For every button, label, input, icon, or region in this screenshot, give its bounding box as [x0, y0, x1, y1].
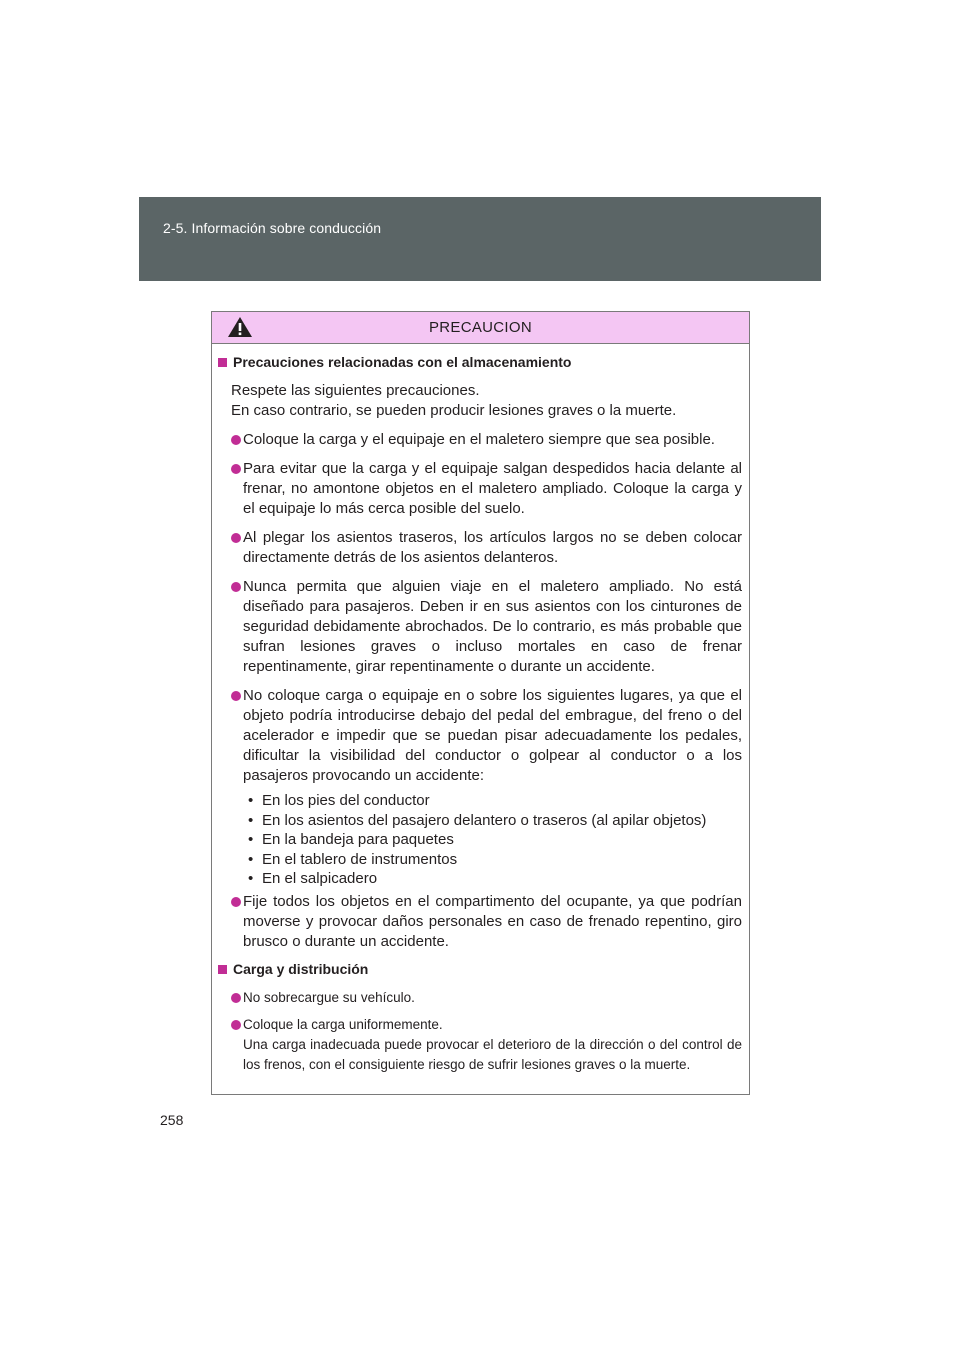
list-item-text: Una carga inadecuada puede provocar el deterioro de la dirección o del control de los frenos, con el consiguiente riesgo de sufrir lesiones graves o la muerte.	[243, 1036, 742, 1072]
sub-list-item-text: En el salpicadero	[262, 870, 378, 887]
list-item	[217, 892, 742, 952]
list-item	[217, 1015, 742, 1075]
sub-list-item-text: En el tablero de instrumentos	[262, 850, 458, 868]
list-item	[217, 577, 742, 677]
sub-list	[248, 791, 742, 889]
caution-body	[212, 344, 749, 1075]
section-heading	[217, 961, 742, 978]
caution-box	[211, 311, 750, 1095]
list-item-text: Al plegar los asientos traseros, los artículos largos no se deben colocar directamente detrás de los asientos delanteros.	[243, 529, 742, 566]
page-number: 258	[160, 1112, 184, 1128]
warning-triangle-icon	[227, 316, 253, 338]
square-bullet-icon	[218, 965, 227, 974]
list-item	[217, 988, 742, 1008]
bullet-dot-icon	[231, 993, 241, 1003]
bullet-dot-icon	[231, 435, 241, 445]
sub-list-item: • En el salpicadero	[248, 870, 378, 887]
section-heading-text: Precauciones relacionadas con el almacenamiento	[233, 354, 572, 370]
bullet-dot-icon	[231, 1020, 241, 1030]
sub-list-item-text: En los pies del conductor	[262, 792, 430, 809]
header-band	[139, 197, 821, 281]
list-item-text: Coloque la carga uniformemente.	[243, 1016, 443, 1032]
bullet-dot-icon	[231, 533, 241, 543]
list-item-text: Para evitar que la carga y el equipaje salgan despedidos hacia delante al frenar, no amontone objetos en el maletero ampliado. Coloque la carga y el equipaje lo más cerca posible del suelo.	[243, 460, 742, 517]
list-item-text: No sobrecargue su vehículo.	[243, 989, 415, 1005]
list-item	[217, 430, 742, 450]
sub-list-item: • En los asientos del pasajero delantero o traseros (al apilar objetos)	[248, 811, 707, 829]
bullet-dot-icon	[231, 691, 241, 701]
caution-title: PRECAUCION	[428, 319, 532, 336]
intro-line: Respete las siguientes precauciones.	[231, 382, 480, 399]
list-item-text: Nunca permita que alguien viaje en el maletero ampliado. No está diseñado para pasajeros. Deben ir en sus asientos con los cinturones de seguridad debidamente abrochados. De lo contrario, es más probable que sufran lesiones graves o incluso mortales en caso de frenar repentinamente, girar repentinamente o durante un accidente.	[243, 578, 742, 675]
sub-list-item: • En los pies del conductor	[248, 792, 430, 809]
sub-list-item: • En la bandeja para paquetes	[248, 831, 454, 848]
sub-list-item-text: En la bandeja para paquetes	[262, 831, 454, 848]
list-item	[217, 528, 742, 568]
section-title: 2-5. Información sobre conducción	[163, 220, 382, 236]
list-item-text: Fije todos los objetos en el compartimento del ocupante, ya que podrían moverse y provocar daños personales en caso de frenado repentino, giro brusco o durante un accidente.	[243, 892, 742, 950]
list-item	[217, 686, 742, 786]
list-item-text: No coloque carga o equipaje en o sobre los siguientes lugares, ya que el objeto podría introducirse debajo del pedal del embrague, del freno o del acelerador e impedir que se puedan pisar adecuadamente los pedales, dificultar la visibilidad del conductor o golpear al conductor o a los pasajeros provocando un accidente:	[243, 687, 742, 784]
bullet-dot-icon	[231, 582, 241, 592]
section-heading-text: Carga y distribución	[233, 960, 369, 977]
caution-header	[212, 312, 749, 344]
bullet-dot-icon	[231, 897, 241, 907]
bullet-dot-icon	[231, 464, 241, 474]
list-item	[217, 459, 742, 519]
sub-list-item-text: En los asientos del pasajero delantero o traseros (al apilar objetos)	[262, 811, 707, 829]
sub-list-item: • En el tablero de instrumentos	[248, 850, 458, 868]
section-heading	[217, 354, 742, 371]
list-item-text: Coloque la carga y el equipaje en el maletero siempre que sea posible.	[243, 431, 715, 448]
square-bullet-icon	[218, 358, 227, 367]
intro-text	[231, 381, 742, 421]
intro-line: En caso contrario, se pueden producir lesiones graves o la muerte.	[231, 402, 677, 419]
